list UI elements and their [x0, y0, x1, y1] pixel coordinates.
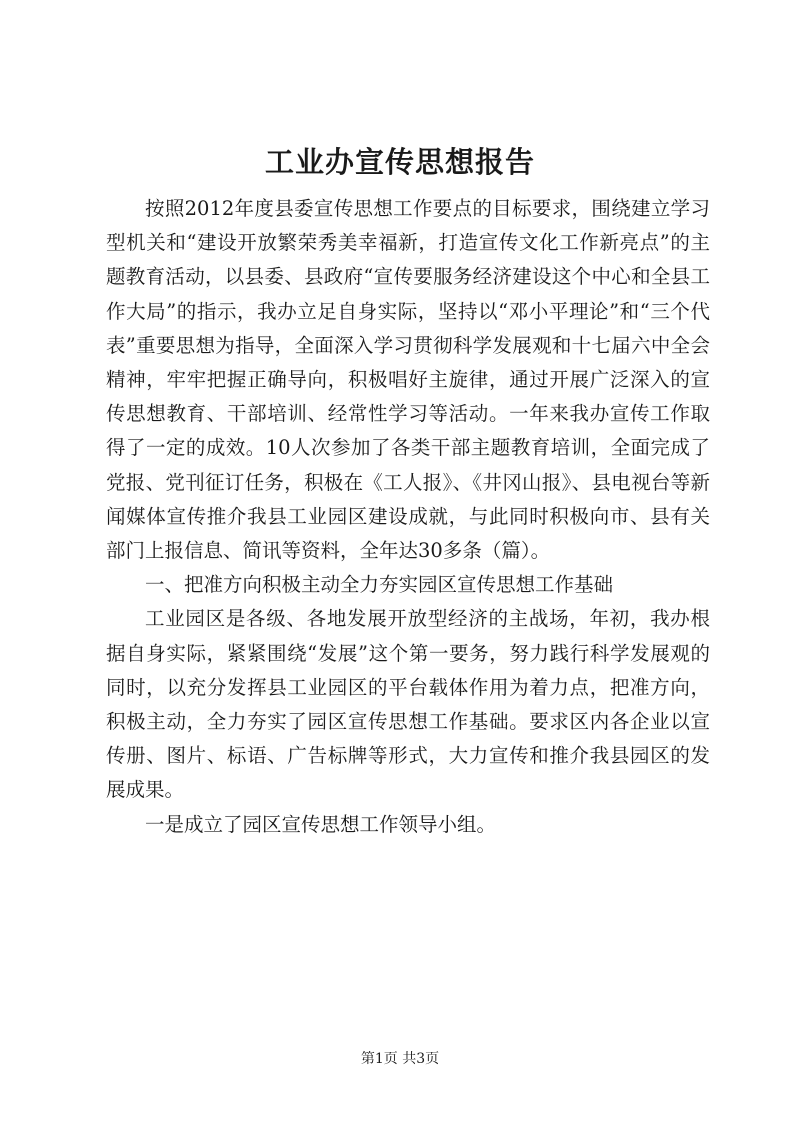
section-heading: 一、把准方向积极主动全力夯实园区宣传思想工作基础: [145, 573, 614, 597]
body-paragraph: 一是成立了园区宣传思想工作领导小组。: [145, 812, 497, 836]
page-number-footer: 第1页 共3页: [360, 1051, 440, 1067]
document-title: 工业办宣传思想报告: [264, 145, 535, 179]
body-paragraph: 按照2012年度县委宣传思想工作要点的目标要求，围绕建立学习型机关和“建设开放繁荣秀美幸福新，打造宣传文化工作新亮点”的主题教育活动，以县委、县政府“宣传要服务经济建设这个中心和全县工作大局”的指示，我办立足自身实际，坚持以“邓小平理论”和“三个代表”重要思想为指导，全面深入学习贯彻科学发展观和十七届六中全会精神，牢牢把握正确导向，积极唱好主旋律，通过开展广泛深入的宣传思想教育、干部培训、经常性学习等活动。一年来我办宣传工作取得了一定的成效。10人次参加了各类干部主题教育培训，全面完成了党报、党刊征订任务，积极在《工人报》、《井冈山报》、县电视台等新闻媒体宣传推介我县工业园区建设成就，与此同时积极向市、县有关部门上报信息、简讯等资料，全年达30多条（篇）。: [106, 197, 710, 563]
body-paragraph: 工业园区是各级、各地发展开放型经济的主战场，年初，我办根据自身实际，紧紧围绕“发展”这个第一要务，努力践行科学发展观的同时，以充分发挥县工业园区的平台载体作用为着力点，把准方向，积极主动，全力夯实了园区宣传思想工作基础。要求区内各企业以宣传册、图片、标语、广告标牌等形式，大力宣传和推介我县园区的发展成果。: [106, 607, 710, 802]
document-body: [106, 192, 710, 842]
